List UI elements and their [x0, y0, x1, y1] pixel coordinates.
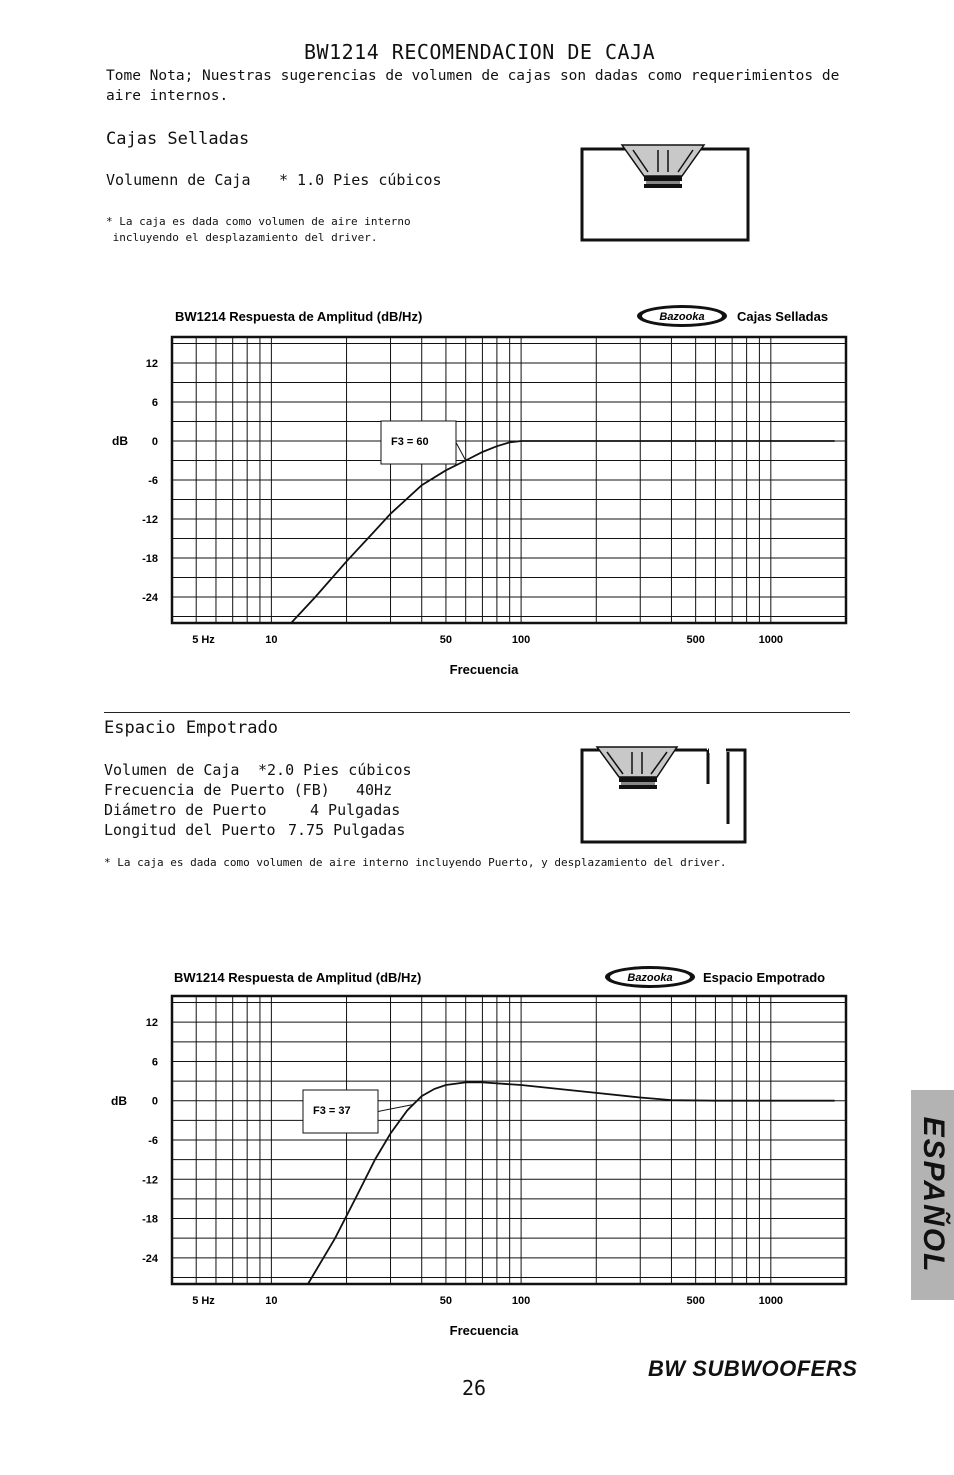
ported-box-illustration — [577, 744, 753, 848]
y-tick-label: 0 — [151, 1095, 158, 1108]
bazooka-logo — [605, 966, 695, 988]
x-tick-label: 50 — [439, 634, 453, 646]
intro-note: Tome Nota; Nuestras sugerencias de volumen de cajas son dadas como requerimientos de aire internos. — [106, 68, 840, 104]
y-tick-label: -12 — [142, 1174, 158, 1187]
y-tick-label: -12 — [142, 514, 158, 526]
brand-logo-text: Bazooka — [659, 311, 705, 323]
x-tick-label: 10 — [265, 634, 278, 646]
ported-spec-label-0: Volumen de Caja — [104, 761, 240, 779]
sealed-spec-value: * 1.0 Pies cúbicos — [279, 171, 442, 189]
sealed-box-illustration — [578, 142, 754, 246]
annotation-leader — [456, 443, 466, 461]
x-tick-label: 5 Hz — [192, 634, 215, 646]
ported-note: * La caja es dada como volumen de aire interno incluyendo Puerto, y desplazamiento del driver. — [104, 856, 727, 869]
x-axis-label: Frecuencia — [449, 662, 519, 677]
chart-subtitle: Cajas Selladas — [737, 309, 829, 324]
side-tab-label: ESPAÑOL — [916, 1116, 950, 1274]
chart-title: BW1214 Respuesta de Amplitud (dB/Hz) — [175, 309, 423, 324]
ported-spec-label-2: Diámetro de Puerto — [104, 801, 267, 819]
ported-heading: Espacio Empotrado — [104, 718, 278, 738]
x-tick-label: 500 — [686, 1295, 705, 1307]
page-number: 26 — [462, 1376, 487, 1400]
x-tick-label: 50 — [439, 1295, 453, 1307]
sealed-heading: Cajas Selladas — [106, 129, 250, 149]
x-tick-label: 10 — [265, 1295, 278, 1307]
y-tick-label: 6 — [151, 1056, 158, 1069]
annotation-label: F3 = 37 — [313, 1105, 351, 1117]
x-tick-label: 1000 — [758, 1295, 784, 1307]
ported-spec-value-3: 7.75 Pulgadas — [288, 821, 406, 839]
y-tick-label: -18 — [142, 1213, 158, 1226]
x-tick-label: 100 — [511, 1295, 531, 1307]
sealed-spec-label: Volumenn de Caja — [106, 171, 251, 189]
ported-spec-label-3: Longitud del Puerto — [104, 821, 276, 839]
x-tick-label: 1000 — [758, 634, 784, 646]
y-tick-label: 12 — [145, 1017, 158, 1030]
sealed-response-chart — [100, 300, 860, 690]
y-tick-label: -6 — [148, 1135, 158, 1147]
annotation-label: F3 = 60 — [391, 436, 429, 448]
x-axis-label: Frecuencia — [449, 1323, 519, 1338]
page-title: BW1214 RECOMENDACION DE CAJA — [304, 40, 656, 64]
y-tick-label: -6 — [148, 475, 158, 487]
y-tick-label: -18 — [142, 553, 158, 565]
ported-response-chart — [100, 960, 860, 1350]
chart-title: BW1214 Respuesta de Amplitud (dB/Hz) — [174, 970, 422, 985]
x-tick-label: 5 Hz — [192, 1295, 215, 1307]
ported-spec-value-1: 40Hz — [356, 781, 393, 799]
y-axis-label: dB — [111, 1094, 127, 1108]
y-tick-label: 6 — [151, 397, 158, 409]
x-tick-label: 500 — [686, 634, 705, 646]
section-divider — [104, 712, 850, 713]
y-tick-label: 0 — [151, 436, 158, 448]
ported-spec-value-2: 4 Pulgadas — [310, 801, 401, 819]
response-curve-line — [308, 1082, 835, 1284]
language-side-tab — [911, 1090, 954, 1300]
brand-logo-text: Bazooka — [627, 972, 673, 984]
speaker-driver-icon — [597, 747, 677, 789]
footer-brand: BW SUBWOOFERS — [648, 1356, 858, 1381]
y-tick-label: 12 — [145, 358, 158, 370]
ported-spec-label-1: Frecuencia de Puerto (FB) — [104, 781, 330, 799]
speaker-driver-icon — [622, 145, 704, 188]
y-tick-label: -24 — [142, 592, 158, 604]
y-tick-label: -24 — [142, 1252, 158, 1265]
sealed-note: * La caja es dada como volumen de aire interno incluyendo el desplazamiento del driver. — [106, 215, 411, 244]
bazooka-logo — [637, 305, 727, 327]
x-tick-label: 100 — [511, 634, 531, 646]
y-axis-label: dB — [112, 434, 128, 448]
response-curve-line — [291, 441, 835, 623]
ported-spec-value-0: *2.0 Pies cúbicos — [258, 761, 412, 779]
chart-subtitle: Espacio Empotrado — [703, 970, 826, 985]
